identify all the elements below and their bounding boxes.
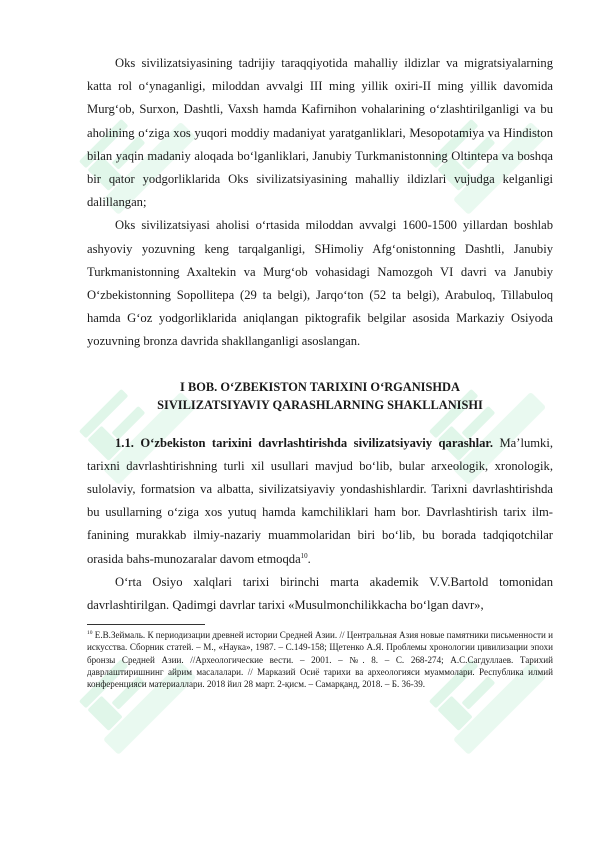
document-page <box>87 52 553 690</box>
paragraph-oks-writing: Oks sivilizatsiyasi aholisi o‘rtasida miloddan avvalgi 1600-1500 yillardan boshlab ashyoviy yozuvning keng tarqalganligi, SHimoliy Afg‘onistonning Dashtli, Janubiy Turkmanistonning Axaltekin va Murg‘ob vohasidagi Namozgoh VI davri va Janubiy O‘zbekistonning Sopollitepa (29 ta belgi), Jarqo‘ton (52 ta belgi), Arabuloq, Tillabuloq hamda G‘oz yodgorliklarida aniqlangan piktografik belgilar asosida Markaziy Osiyoda yozuvning bronza davrida shakllanganligi asoslangan. <box>87 218 553 349</box>
footnote-divider <box>87 624 205 625</box>
paragraph-oks-migrations: Oks sivilizatsiyasining tadrijiy taraqqiyotida mahalliy ildizlar va migratsiyalarning katta rol o‘ynaganligi, miloddan avvalgi III ming yillik oxiri-II ming yillik davomida Murg‘ob, Surxon, Dashtli, Vaxsh hamda Kafirnihon vohalarining o‘zlashtirilganligi va bu aholining o‘ziga xos yuqori moddiy madaniyat yaratganliklari, Mesopotamiya va Hindiston bilan yaqin madaniy aloqada bo‘lganliklari, Janubiy Turkmanistonning Oltintepa va boshqa bir qator yodgorliklarida Oks sivilizatsiyasining mahalliy ildizlari vujudga kelganligi dalillangan; <box>87 56 553 210</box>
section-end: . <box>307 551 311 566</box>
footnote-number: 10 <box>87 630 93 637</box>
chapter-heading-line-2: SIVILIZATSIYAVIY QARASHLARNING SHAKLLANISHI <box>157 397 483 412</box>
section-title: 1.1. O‘zbekiston tarixini davrlashtirishda sivilizatsiyaviy qarashlar. <box>115 435 493 450</box>
chapter-heading <box>87 378 553 414</box>
section-body: Ma’lumki, tarixni davrlashtirishning turli xil usullari mavjud bo‘lib, bular arxeologik, xronologik, sulolaviy, formatsion va albatta, sivilizatsiyaviy yondashishlardir. Tarixni davrlashtirishda bu usullarning o‘ziga xos yutuq hamda kamchiliklari ham bor. Davrlashtirish tarix ilm-fanining murakkab ilmiy-nazariy muammolaridan biri bo‘lib, bu borada tadqiqotchilar orasida bahs-munozaralar davom etmoqda <box>87 435 553 566</box>
chapter-heading-line-1: I BOB. O‘ZBEKISTON TARIXINI O‘RGANISHDA <box>180 379 460 394</box>
footnote-reference[interactable]: 10 <box>300 551 308 560</box>
section-paragraph <box>87 432 553 571</box>
footnote-text: Е.В.Зеймаль. К периодизации древней истории Средней Азии. // Центральная Азия новые памятники письменности и искусства. Сборник статей. – М., «Наука», 1987. – С.149-158; Щетенко А.Я. Проблемы хронологии цивилизации эпохи бронзы Средней Азии. //Археологические вести. – 2001. – №. 8. – С. 268-274; А.С.Сагдуллаев. Тарихий даврлаштиришнинг айрим масалалари. // Марказий Осиё тарихи ва археологияси муаммолари. Республика илмий конференцияси материаллари. 2018 йил 28 март. 2-қисм. – Самарқанд, 2018. – Б. 36-39. <box>87 630 553 690</box>
footnote <box>87 629 553 690</box>
paragraph-bartold: O‘rta Osiyo xalqlari tarixi birinchi marta akademik V.V.Bartold tomonidan davrlashtirilgan. Qadimgi davrlar tarixi «Musulmonchilikkacha bo‘lgan davr», <box>87 574 553 613</box>
